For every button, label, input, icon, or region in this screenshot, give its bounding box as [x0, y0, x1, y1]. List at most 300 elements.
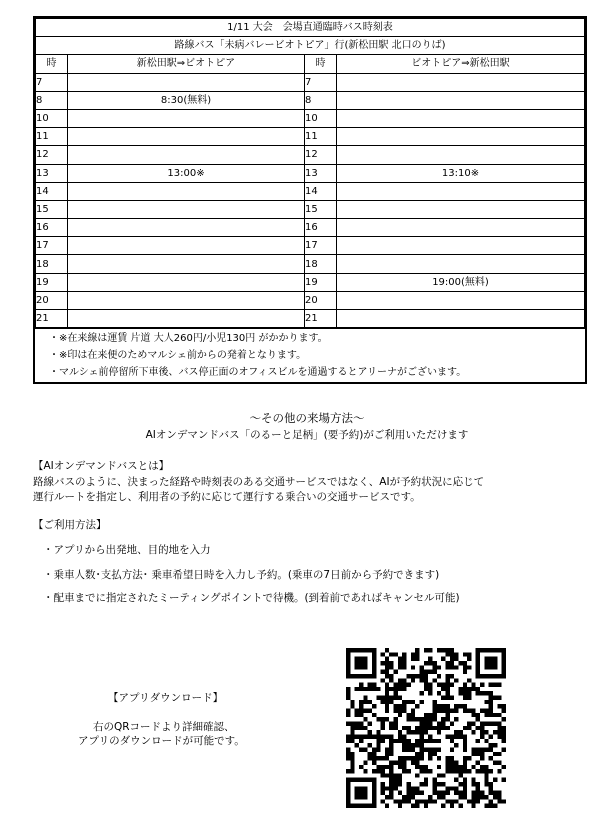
qr-module	[376, 747, 380, 751]
qr-module	[476, 691, 480, 695]
qr-module	[420, 769, 424, 773]
app-download-title: 【アプリダウンロード】	[108, 692, 224, 704]
qr-module	[398, 799, 402, 803]
qr-module	[346, 734, 350, 738]
qr-module	[497, 722, 501, 726]
qr-module	[424, 726, 428, 730]
other-heading: ～その他の来場方法～	[249, 411, 365, 425]
qr-module	[476, 782, 480, 786]
about-line: 路線バスのように、決まった経路や時刻表のある交通サービスではなく、AIが予約状況に応じて	[33, 476, 485, 488]
qr-module	[385, 674, 389, 678]
qr-module	[359, 739, 363, 743]
qr-module	[385, 795, 389, 799]
timetable-row	[36, 109, 585, 127]
qr-module	[471, 791, 475, 795]
qr-module	[415, 726, 419, 730]
qr-module	[476, 760, 480, 764]
qr-module	[385, 696, 389, 700]
qr-module	[450, 648, 454, 652]
qr-module	[454, 657, 458, 661]
qr-module	[484, 722, 488, 726]
qr-module	[493, 683, 497, 687]
qr-module	[363, 687, 367, 691]
hour-right: 15	[305, 200, 337, 218]
qr-module	[484, 713, 488, 717]
qr-module	[407, 717, 411, 721]
qr-module	[381, 791, 385, 795]
qr-module	[389, 652, 393, 656]
about-title: 【AIオンデマンドバスとは】	[33, 460, 170, 472]
qr-module	[420, 782, 424, 786]
qr-module	[450, 747, 454, 751]
qr-module	[424, 670, 428, 674]
qr-module	[389, 661, 393, 665]
hour-right: 11	[305, 128, 337, 146]
qr-module	[484, 747, 488, 751]
qr-module	[428, 687, 432, 691]
qr-module	[463, 739, 467, 743]
qr-module	[497, 799, 501, 803]
timetable-row	[36, 237, 585, 255]
qr-module	[420, 765, 424, 769]
qr-module	[415, 756, 419, 760]
qr-module	[424, 778, 428, 782]
qr-module	[445, 674, 449, 678]
qr-module	[359, 722, 363, 726]
qr-module	[385, 683, 389, 687]
qr-module	[389, 773, 393, 777]
hour-left: 7	[36, 73, 68, 91]
qr-module	[376, 769, 380, 773]
hour-left: 8	[36, 91, 68, 109]
qr-module	[437, 648, 441, 652]
qr-module	[484, 795, 488, 799]
qr-module	[471, 687, 475, 691]
qr-module	[389, 722, 393, 726]
qr-module	[450, 696, 454, 700]
qr-module	[420, 722, 424, 726]
qr-module	[480, 795, 484, 799]
notes	[35, 328, 585, 382]
timetable-grid	[35, 18, 585, 328]
qr-module	[497, 704, 501, 708]
qr-module	[368, 730, 372, 734]
qr-module	[428, 726, 432, 730]
qr-module	[398, 791, 402, 795]
other-subheading: AIオンデマンドバス「のるーと足柄」(要予約)がご利用いただけます	[145, 429, 469, 441]
qr-module	[350, 722, 354, 726]
qr-module	[424, 683, 428, 687]
qr-module	[480, 726, 484, 730]
qr-module	[450, 786, 454, 790]
qr-module	[480, 765, 484, 769]
time-left	[68, 73, 305, 91]
qr-module	[493, 804, 497, 808]
qr-module	[381, 696, 385, 700]
qr-module	[493, 795, 497, 799]
qr-module	[407, 713, 411, 717]
qr-module	[489, 747, 493, 751]
qr-module	[432, 782, 436, 786]
qr-module	[471, 799, 475, 803]
hour-left: 19	[36, 273, 68, 291]
qr-module	[458, 773, 462, 777]
hour-left: 17	[36, 237, 68, 255]
qr-module	[398, 665, 402, 669]
hour-right: 20	[305, 291, 337, 309]
qr-module	[385, 661, 389, 665]
qr-module	[484, 773, 488, 777]
time-right	[337, 200, 585, 218]
qr-module	[476, 786, 480, 790]
qr-module	[428, 670, 432, 674]
qr-module	[471, 765, 475, 769]
hour-right: 19	[305, 273, 337, 291]
qr-module	[359, 765, 363, 769]
qr-module	[394, 739, 398, 743]
qr-module	[420, 791, 424, 795]
qr-code[interactable]	[346, 648, 506, 808]
qr-module	[394, 799, 398, 803]
qr-module	[471, 782, 475, 786]
about-line: 運行ルートを指定し、利用者の予約に応じて運行する乗合いの交通サービスです。	[33, 491, 421, 503]
qr-module	[432, 713, 436, 717]
qr-module	[428, 747, 432, 751]
qr-module	[463, 760, 467, 764]
qr-module	[480, 769, 484, 773]
qr-module	[476, 752, 480, 756]
qr-module	[450, 652, 454, 656]
qr-module	[484, 709, 488, 713]
qr-module	[428, 739, 432, 743]
qr-module	[350, 704, 354, 708]
qr-module	[476, 799, 480, 803]
qr-module	[381, 670, 385, 674]
qr-module	[454, 665, 458, 669]
qr-module	[385, 734, 389, 738]
qr-module	[471, 709, 475, 713]
qr-module	[363, 734, 367, 738]
qr-module	[428, 713, 432, 717]
timetable-row	[36, 164, 585, 182]
qr-module	[415, 773, 419, 777]
qr-module	[471, 730, 475, 734]
qr-module	[420, 730, 424, 734]
qr-module	[454, 730, 458, 734]
qr-module	[454, 717, 458, 721]
qr-module	[381, 661, 385, 665]
timetable	[33, 16, 587, 384]
time-left	[68, 182, 305, 200]
qr-module	[428, 648, 432, 652]
qr-module	[394, 773, 398, 777]
qr-module	[398, 661, 402, 665]
qr-module	[489, 786, 493, 790]
hour-right: 14	[305, 182, 337, 200]
qr-module	[368, 709, 372, 713]
qr-module	[372, 713, 376, 717]
hour-left: 16	[36, 219, 68, 237]
timetable-row	[36, 291, 585, 309]
qr-module	[381, 722, 385, 726]
qr-module	[355, 743, 359, 747]
qr-module	[467, 678, 471, 682]
qr-module	[493, 752, 497, 756]
qr-module	[402, 661, 406, 665]
qr-module	[463, 696, 467, 700]
qr-module	[489, 709, 493, 713]
qr-module	[359, 709, 363, 713]
qr-module	[385, 700, 389, 704]
qr-module	[502, 726, 506, 730]
qr-module	[407, 756, 411, 760]
qr-module	[368, 743, 372, 747]
qr-module	[407, 747, 411, 751]
qr-module	[385, 665, 389, 669]
qr-module	[445, 691, 449, 695]
time-right	[337, 219, 585, 237]
qr-module	[428, 661, 432, 665]
usage-item: ・乗車人数･支払方法･ 乗車希望日時を入力し予約。(乗車の7日前から予約できます)	[43, 569, 440, 581]
qr-module	[432, 791, 436, 795]
qr-module	[411, 665, 415, 669]
qr-module	[432, 665, 436, 669]
qr-module	[407, 730, 411, 734]
qr-module	[359, 700, 363, 704]
qr-module	[432, 752, 436, 756]
qr-module	[432, 709, 436, 713]
qr-module	[497, 683, 501, 687]
qr-module	[394, 683, 398, 687]
qr-module	[420, 665, 424, 669]
qr-module	[411, 791, 415, 795]
qr-module	[428, 799, 432, 803]
qr-module	[368, 756, 372, 760]
qr-module	[346, 709, 350, 713]
qr-module	[407, 782, 411, 786]
hour-right: 10	[305, 109, 337, 127]
qr-module	[394, 786, 398, 790]
qr-module	[441, 782, 445, 786]
qr-module	[376, 756, 380, 760]
qr-module	[432, 747, 436, 751]
qr-module	[402, 726, 406, 730]
qr-module	[389, 795, 393, 799]
qr-module	[489, 734, 493, 738]
qr-module	[415, 674, 419, 678]
qr-module	[463, 765, 467, 769]
qr-module	[458, 730, 462, 734]
qr-module	[432, 717, 436, 721]
qr-module	[407, 700, 411, 704]
qr-module	[493, 791, 497, 795]
qr-module	[411, 678, 415, 682]
timetable-row	[36, 146, 585, 164]
qr-module	[467, 799, 471, 803]
qr-module	[398, 782, 402, 786]
qr-module	[489, 696, 493, 700]
qr-module	[458, 734, 462, 738]
qr-module	[355, 709, 359, 713]
qr-module	[497, 730, 501, 734]
qr-module	[407, 795, 411, 799]
usage-title: 【ご利用方法】	[33, 519, 107, 531]
qr-module	[441, 717, 445, 721]
qr-module	[480, 756, 484, 760]
qr-module	[394, 760, 398, 764]
qr-module	[372, 747, 376, 751]
qr-module	[376, 734, 380, 738]
route-label: 路線バス「未病バレービオトピア」行(新松田駅 北口のりば)	[36, 37, 585, 55]
qr-module	[441, 726, 445, 730]
hour-left: 13	[36, 164, 68, 182]
qr-module	[502, 739, 506, 743]
qr-module	[502, 704, 506, 708]
qr-module	[385, 709, 389, 713]
qr-module	[363, 709, 367, 713]
qr-module	[445, 652, 449, 656]
qr-module	[407, 799, 411, 803]
qr-module	[346, 756, 350, 760]
qr-module	[454, 709, 458, 713]
qr-module	[489, 722, 493, 726]
hour-left: 10	[36, 109, 68, 127]
qr-module	[407, 683, 411, 687]
qr-module	[454, 799, 458, 803]
qr-module	[489, 769, 493, 773]
qr-module	[350, 769, 354, 773]
qr-module	[493, 778, 497, 782]
qr-module	[437, 795, 441, 799]
qr-module	[411, 713, 415, 717]
qr-module	[381, 734, 385, 738]
qr-module	[471, 795, 475, 799]
qr-module	[463, 769, 467, 773]
qr-module	[355, 726, 359, 730]
qr-module	[489, 713, 493, 717]
qr-module	[463, 687, 467, 691]
qr-module	[381, 786, 385, 790]
qr-module	[389, 760, 393, 764]
hour-left: 21	[36, 310, 68, 328]
qr-module	[424, 799, 428, 803]
qr-module	[402, 700, 406, 704]
hour-right: 17	[305, 237, 337, 255]
qr-module	[493, 696, 497, 700]
qr-module	[502, 709, 506, 713]
qr-module	[420, 743, 424, 747]
qr-module	[454, 734, 458, 738]
qr-module	[394, 670, 398, 674]
qr-module	[402, 739, 406, 743]
hour-right: 12	[305, 146, 337, 164]
qr-module	[454, 765, 458, 769]
qr-module	[368, 700, 372, 704]
qr-module	[445, 665, 449, 669]
qr-module	[398, 804, 402, 808]
qr-module	[450, 765, 454, 769]
time-right	[337, 310, 585, 328]
qr-module	[471, 747, 475, 751]
qr-module	[454, 769, 458, 773]
qr-module	[445, 769, 449, 773]
qr-module	[432, 739, 436, 743]
qr-module	[424, 782, 428, 786]
qr-module	[381, 700, 385, 704]
qr-module	[346, 752, 350, 756]
qr-module	[402, 747, 406, 751]
qr-module	[437, 726, 441, 730]
qr-module	[450, 804, 454, 808]
hour-left: 12	[36, 146, 68, 164]
qr-module	[437, 765, 441, 769]
qr-module	[363, 769, 367, 773]
qr-module	[389, 665, 393, 669]
qr-module	[428, 657, 432, 661]
qr-module	[458, 791, 462, 795]
qr-module	[424, 765, 428, 769]
time-right: 13:10※	[337, 164, 585, 182]
qr-module	[489, 700, 493, 704]
qr-module	[394, 782, 398, 786]
qr-module	[489, 804, 493, 808]
qr-module	[445, 687, 449, 691]
qr-module	[467, 652, 471, 656]
qr-module	[350, 760, 354, 764]
qr-module	[437, 665, 441, 669]
qr-module	[428, 683, 432, 687]
qr-module	[441, 696, 445, 700]
qr-module	[398, 730, 402, 734]
qr-module	[437, 730, 441, 734]
qr-module	[389, 752, 393, 756]
qr-module	[381, 652, 385, 656]
time-left	[68, 128, 305, 146]
qr-module	[484, 700, 488, 704]
qr-module	[415, 730, 419, 734]
qr-module	[355, 722, 359, 726]
qr-module	[445, 760, 449, 764]
qr-module	[402, 756, 406, 760]
qr-module	[407, 674, 411, 678]
qr-module	[372, 769, 376, 773]
note: ・マルシェ前停留所下車後、バス停正面のオフィスビルを通過するとアリーナがございます。	[49, 367, 467, 379]
qr-module	[385, 747, 389, 751]
qr-module	[398, 760, 402, 764]
qr-module	[385, 687, 389, 691]
qr-module	[398, 773, 402, 777]
qr-module	[389, 769, 393, 773]
timetable-row	[36, 91, 585, 109]
qr-module	[497, 726, 501, 730]
qr-module	[402, 734, 406, 738]
qr-module	[411, 795, 415, 799]
qr-module	[480, 734, 484, 738]
qr-module	[394, 687, 398, 691]
qr-module	[463, 747, 467, 751]
qr-module	[350, 726, 354, 730]
qr-module	[437, 674, 441, 678]
qr-module	[411, 756, 415, 760]
qr-module	[476, 713, 480, 717]
qr-module	[437, 691, 441, 695]
qr-module	[415, 765, 419, 769]
hour-right: 21	[305, 310, 337, 328]
qr-module	[350, 734, 354, 738]
qr-module	[372, 734, 376, 738]
qr-module	[432, 726, 436, 730]
qr-module	[381, 782, 385, 786]
